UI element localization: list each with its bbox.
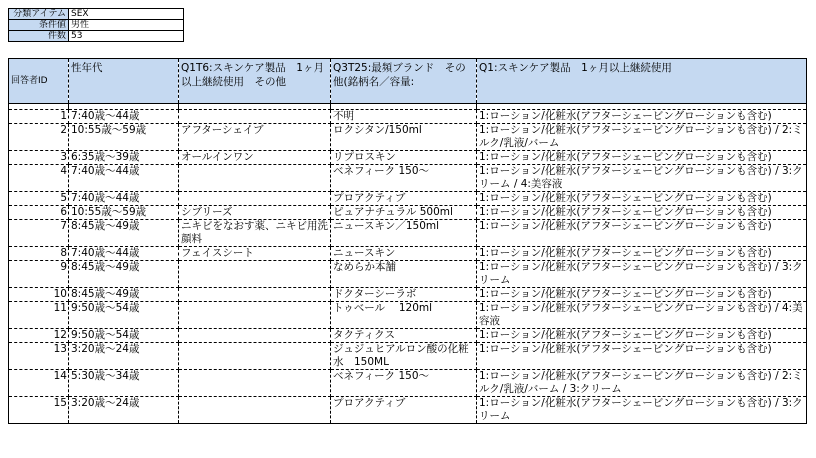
skincare-usage-cell[interactable]: 1:ローション/化粧水(アフターシェービングローションも含む) — [477, 220, 807, 247]
table-row — [9, 343, 807, 370]
skincare-usage-cell[interactable]: 1:ローション/化粧水(アフターシェービングローションも含む) — [477, 151, 807, 165]
other-usage-cell[interactable] — [179, 329, 331, 343]
gender-age-cell[interactable]: 3:20歳～24歳 — [69, 343, 179, 370]
header-q1t6-other[interactable]: Q1T6:スキンケア製品 1ヶ月以上継続使用 その他 — [179, 59, 331, 104]
brand-cell[interactable]: プロアクティブ — [331, 397, 477, 424]
filter-key-cell[interactable]: 件数 — [9, 31, 69, 42]
other-usage-cell[interactable]: アフターシェイブ — [179, 124, 331, 151]
brand-cell[interactable]: ロクシタン/150ml — [331, 124, 477, 151]
other-usage-cell[interactable] — [179, 192, 331, 206]
gender-age-cell[interactable]: 8:45歳～49歳 — [69, 220, 179, 247]
brand-cell[interactable]: ニュースキン／150ml — [331, 220, 477, 247]
skincare-usage-cell[interactable]: 1:ローション/化粧水(アフターシェービングローションも含む) — [477, 343, 807, 370]
skincare-usage-cell[interactable]: 1:ローション/化粧水(アフターシェービングローションも含む) — [477, 110, 807, 124]
skincare-usage-cell[interactable]: 1:ローション/化粧水(アフターシェービングローションも含む) / 4:美容液 — [477, 302, 807, 329]
filter-value-cell[interactable]: 男性 — [69, 20, 184, 31]
table-row — [9, 288, 807, 302]
respondent-id-cell[interactable]: 8 — [9, 247, 69, 261]
respondent-id-cell[interactable]: 1 — [9, 110, 69, 124]
brand-cell[interactable]: タクティクス — [331, 329, 477, 343]
other-usage-cell[interactable] — [179, 397, 331, 424]
respondent-id-cell[interactable]: 14 — [9, 370, 69, 397]
gender-age-cell[interactable]: 8:45歳～49歳 — [69, 261, 179, 288]
respondent-id-cell[interactable]: 4 — [9, 165, 69, 192]
gender-age-cell[interactable]: 7:40歳～44歳 — [69, 165, 179, 192]
gender-age-cell[interactable]: 6:35歳～39歳 — [69, 151, 179, 165]
gender-age-cell[interactable]: 10:55歳～59歳 — [69, 206, 179, 220]
table-row — [9, 206, 807, 220]
skincare-usage-cell[interactable]: 1:ローション/化粧水(アフターシェービングローションも含む) — [477, 288, 807, 302]
table-row — [9, 302, 807, 329]
filter-key-cell[interactable]: 分類アイテム — [9, 9, 69, 20]
skincare-usage-cell[interactable]: 1:ローション/化粧水(アフターシェービングローションも含む) — [477, 192, 807, 206]
table-header-row — [9, 59, 807, 104]
filter-key-cell[interactable]: 条件値 — [9, 20, 69, 31]
brand-cell[interactable]: ベネフィーク 150～ — [331, 370, 477, 397]
gender-age-cell[interactable]: 9:50歳～54歳 — [69, 329, 179, 343]
brand-cell[interactable]: ジュジュヒアルロン酸の化粧水 150ML — [331, 343, 477, 370]
header-respondent-id[interactable]: 回答者ID — [9, 59, 69, 104]
filter-row — [9, 9, 184, 20]
brand-cell[interactable]: 不明 — [331, 110, 477, 124]
response-table — [8, 58, 807, 424]
filter-row — [9, 20, 184, 31]
gender-age-cell[interactable]: 3:20歳～24歳 — [69, 397, 179, 424]
header-q3t25-brand[interactable]: Q3T25:最頻ブランド その他(銘柄名／容量: — [331, 59, 477, 104]
filter-value-cell[interactable]: SEX — [69, 9, 184, 20]
respondent-id-cell[interactable]: 9 — [9, 261, 69, 288]
respondent-id-cell[interactable]: 15 — [9, 397, 69, 424]
filter-summary-table — [8, 8, 184, 42]
table-row — [9, 124, 807, 151]
brand-cell[interactable]: ベネフィーク 150～ — [331, 165, 477, 192]
respondent-id-cell[interactable]: 2 — [9, 124, 69, 151]
brand-cell[interactable]: ドクターシーラボ — [331, 288, 477, 302]
respondent-id-cell[interactable]: 10 — [9, 288, 69, 302]
other-usage-cell[interactable] — [179, 343, 331, 370]
skincare-usage-cell[interactable]: 1:ローション/化粧水(アフターシェービングローションも含む) / 3:クリーム / 4:美容液 — [477, 165, 807, 192]
table-row — [9, 151, 807, 165]
respondent-id-cell[interactable]: 11 — [9, 302, 69, 329]
skincare-usage-cell[interactable]: 1:ローション/化粧水(アフターシェービングローションも含む) / 2:ミルク/乳液/バーム — [477, 124, 807, 151]
table-row — [9, 192, 807, 206]
other-usage-cell[interactable] — [179, 370, 331, 397]
table-row — [9, 370, 807, 397]
respondent-id-cell[interactable]: 13 — [9, 343, 69, 370]
other-usage-cell[interactable]: シブリーズ — [179, 206, 331, 220]
other-usage-cell[interactable] — [179, 165, 331, 192]
table-row — [9, 247, 807, 261]
table-row — [9, 261, 807, 288]
skincare-usage-cell[interactable]: 1:ローション/化粧水(アフターシェービングローションも含む) / 2:ミルク/乳液/バーム / 3:クリーム — [477, 370, 807, 397]
brand-cell[interactable]: ニュースキン — [331, 247, 477, 261]
other-usage-cell[interactable] — [179, 261, 331, 288]
brand-cell[interactable]: リプロスキン — [331, 151, 477, 165]
gender-age-cell[interactable]: 7:40歳～44歳 — [69, 110, 179, 124]
other-usage-cell[interactable]: フェイスシート — [179, 247, 331, 261]
filter-row — [9, 31, 184, 42]
brand-cell[interactable]: ピュアナチュラル 500ml — [331, 206, 477, 220]
table-row — [9, 165, 807, 192]
gender-age-cell[interactable]: 8:45歳～49歳 — [69, 288, 179, 302]
skincare-usage-cell[interactable]: 1:ローション/化粧水(アフターシェービングローションも含む) / 3:クリーム — [477, 261, 807, 288]
respondent-id-cell[interactable]: 3 — [9, 151, 69, 165]
other-usage-cell[interactable]: オールインワン — [179, 151, 331, 165]
respondent-id-cell[interactable]: 7 — [9, 220, 69, 247]
header-gender-age[interactable]: 性年代 — [69, 59, 179, 104]
skincare-usage-cell[interactable]: 1:ローション/化粧水(アフターシェービングローションも含む) — [477, 329, 807, 343]
header-q1-skincare[interactable]: Q1:スキンケア製品 1ヶ月以上継続使用 — [477, 59, 807, 104]
gender-age-cell[interactable]: 5:30歳～34歳 — [69, 370, 179, 397]
gender-age-cell[interactable]: 7:40歳～44歳 — [69, 192, 179, 206]
table-row — [9, 329, 807, 343]
skincare-usage-cell[interactable]: 1:ローション/化粧水(アフターシェービングローションも含む) — [477, 206, 807, 220]
respondent-id-cell[interactable]: 12 — [9, 329, 69, 343]
respondent-id-cell[interactable]: 5 — [9, 192, 69, 206]
brand-cell[interactable]: プロアクティブ — [331, 192, 477, 206]
brand-cell[interactable]: なめらか本舗 — [331, 261, 477, 288]
table-row — [9, 220, 807, 247]
table-row — [9, 110, 807, 124]
gender-age-cell[interactable]: 7:40歳～44歳 — [69, 247, 179, 261]
respondent-id-cell[interactable]: 6 — [9, 206, 69, 220]
gender-age-cell[interactable]: 9:50歳～54歳 — [69, 302, 179, 329]
other-usage-cell[interactable] — [179, 302, 331, 329]
other-usage-cell[interactable] — [179, 288, 331, 302]
other-usage-cell[interactable]: ニキビをなおす薬、ニキビ用洗顔料 — [179, 220, 331, 247]
brand-cell[interactable]: トゥベール 120ml — [331, 302, 477, 329]
skincare-usage-cell[interactable]: 1:ローション/化粧水(アフターシェービングローションも含む) / 3:クリーム — [477, 397, 807, 424]
table-row — [9, 397, 807, 424]
filter-value-cell[interactable]: 53 — [69, 31, 184, 42]
gender-age-cell[interactable]: 10:55歳～59歳 — [69, 124, 179, 151]
other-usage-cell[interactable] — [179, 110, 331, 124]
skincare-usage-cell[interactable]: 1:ローション/化粧水(アフターシェービングローションも含む) — [477, 247, 807, 261]
